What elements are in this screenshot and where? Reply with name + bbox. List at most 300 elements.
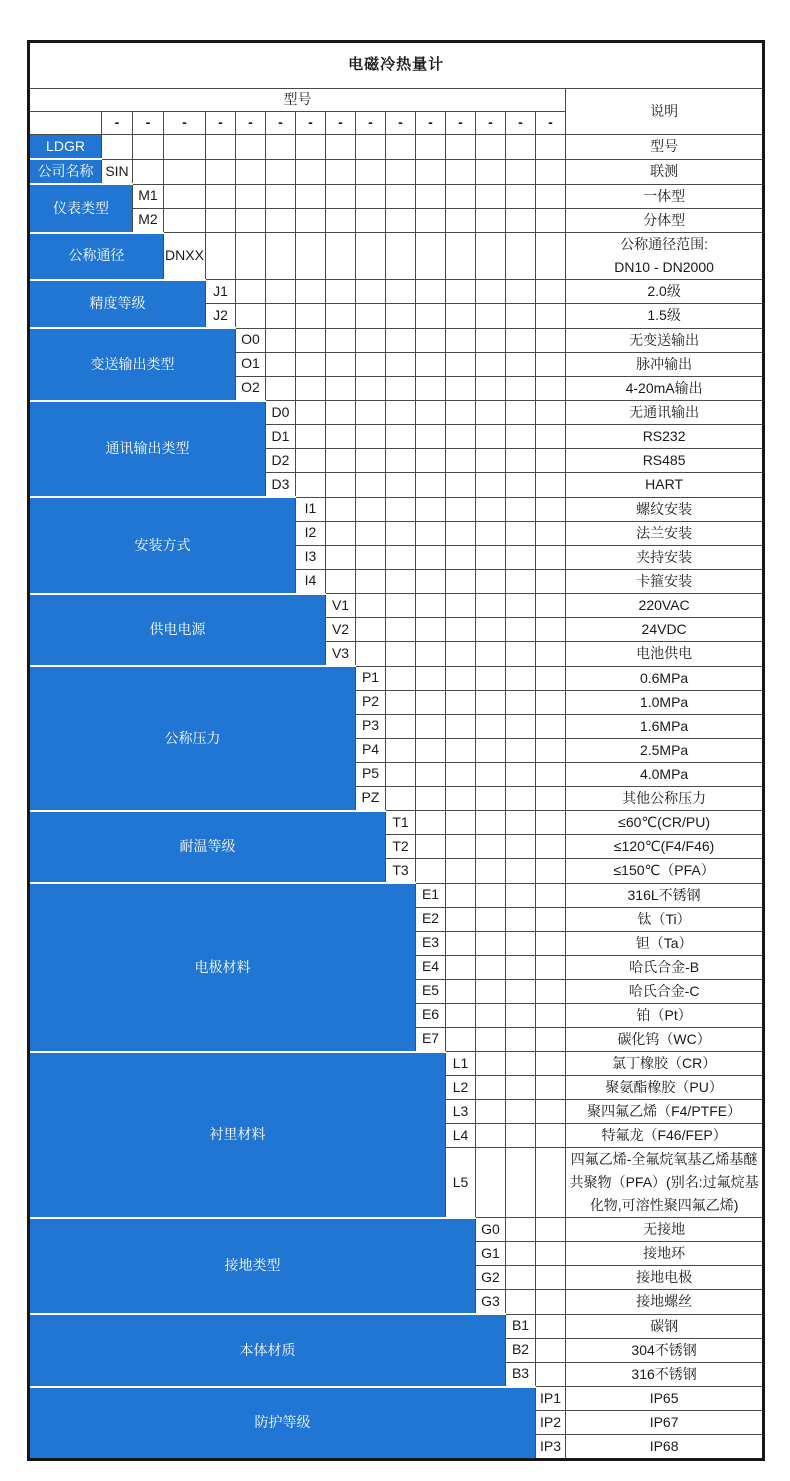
description-cell: ≤120℃(F4/F46) bbox=[566, 835, 764, 859]
grid-cell bbox=[536, 352, 566, 376]
description-cell: 特氟龙（F46/FEP） bbox=[566, 1124, 764, 1148]
description-cell: IP68 bbox=[566, 1435, 764, 1460]
grid-cell bbox=[536, 1100, 566, 1124]
grid-cell bbox=[446, 594, 476, 618]
grid-cell bbox=[446, 811, 476, 835]
description-cell: 碳钢 bbox=[566, 1314, 764, 1338]
description-cell: 氯丁橡胶（CR） bbox=[566, 1052, 764, 1076]
model-header: 型号 bbox=[29, 89, 566, 112]
grid-cell bbox=[506, 714, 536, 738]
grid-cell bbox=[416, 184, 446, 208]
category-cell: 本体材质 bbox=[29, 1314, 506, 1387]
code-cell: IP2 bbox=[536, 1411, 566, 1435]
description-cell: 聚氨酯橡胶（PU） bbox=[566, 1076, 764, 1100]
grid-cell bbox=[416, 352, 446, 376]
code-cell: L2 bbox=[446, 1076, 476, 1100]
grid-cell bbox=[506, 473, 536, 498]
grid-cell bbox=[326, 425, 356, 449]
code-cell: D3 bbox=[266, 473, 296, 498]
grid-cell bbox=[506, 835, 536, 859]
grid-cell bbox=[296, 135, 326, 160]
grid-cell bbox=[476, 569, 506, 594]
description-cell: 316L不锈钢 bbox=[566, 883, 764, 907]
grid-cell bbox=[476, 786, 506, 811]
grid-cell bbox=[536, 931, 566, 955]
description-cell: 接地电极 bbox=[566, 1266, 764, 1290]
grid-cell bbox=[356, 280, 386, 304]
grid-cell bbox=[506, 955, 536, 979]
description-cell: 一体型 bbox=[566, 184, 764, 208]
grid-cell bbox=[416, 233, 446, 280]
grid-cell bbox=[356, 352, 386, 376]
description-header: 说明 bbox=[566, 89, 764, 135]
grid-cell bbox=[416, 618, 446, 642]
grid-cell bbox=[266, 159, 296, 184]
grid-cell bbox=[536, 1242, 566, 1266]
grid-cell bbox=[296, 233, 326, 280]
grid-cell bbox=[476, 497, 506, 521]
category-cell: 变送输出类型 bbox=[29, 328, 236, 401]
grid-cell bbox=[446, 449, 476, 473]
grid-cell bbox=[416, 786, 446, 811]
grid-cell bbox=[446, 979, 476, 1003]
grid-cell bbox=[356, 449, 386, 473]
grid-cell bbox=[296, 425, 326, 449]
dash-cell: - bbox=[326, 112, 356, 135]
grid-cell bbox=[386, 449, 416, 473]
grid-cell bbox=[266, 184, 296, 208]
grid-cell bbox=[356, 328, 386, 352]
dash-cell: - bbox=[506, 112, 536, 135]
grid-cell bbox=[446, 304, 476, 329]
grid-cell bbox=[536, 1290, 566, 1315]
description-cell: 1.6MPa bbox=[566, 714, 764, 738]
grid-cell bbox=[326, 545, 356, 569]
grid-cell bbox=[506, 208, 536, 233]
grid-cell bbox=[446, 618, 476, 642]
grid-cell bbox=[536, 859, 566, 884]
grid-cell bbox=[446, 835, 476, 859]
grid-cell bbox=[326, 304, 356, 329]
description-cell: RS232 bbox=[566, 425, 764, 449]
description-line: 公称通径范围: bbox=[620, 236, 709, 252]
grid-cell bbox=[536, 690, 566, 714]
grid-cell bbox=[506, 907, 536, 931]
grid-cell bbox=[416, 545, 446, 569]
grid-cell bbox=[536, 135, 566, 160]
grid-cell bbox=[506, 979, 536, 1003]
grid-cell bbox=[326, 473, 356, 498]
description-cell: 316不锈钢 bbox=[566, 1362, 764, 1387]
grid-cell bbox=[206, 233, 236, 280]
grid-cell bbox=[236, 233, 266, 280]
grid-cell bbox=[296, 376, 326, 401]
grid-cell bbox=[446, 521, 476, 545]
grid-cell bbox=[386, 184, 416, 208]
grid-cell bbox=[476, 1124, 506, 1148]
grid-cell bbox=[476, 738, 506, 762]
code-cell: J2 bbox=[206, 304, 236, 329]
grid-cell bbox=[356, 208, 386, 233]
grid-cell bbox=[506, 1148, 536, 1218]
grid-cell bbox=[206, 159, 236, 184]
grid-cell bbox=[446, 280, 476, 304]
section-row bbox=[29, 233, 764, 280]
grid-cell bbox=[446, 376, 476, 401]
grid-cell bbox=[476, 135, 506, 160]
section-row bbox=[29, 1218, 764, 1242]
grid-cell bbox=[506, 738, 536, 762]
grid-cell bbox=[446, 907, 476, 931]
description-cell: 无接地 bbox=[566, 1218, 764, 1242]
grid-cell bbox=[296, 159, 326, 184]
code-cell: D1 bbox=[266, 425, 296, 449]
grid-cell bbox=[506, 328, 536, 352]
grid-cell bbox=[506, 1242, 536, 1266]
grid-cell bbox=[536, 618, 566, 642]
description-cell: 接地螺丝 bbox=[566, 1290, 764, 1315]
code-cell: P2 bbox=[356, 690, 386, 714]
description-cell: 哈氏合金-C bbox=[566, 979, 764, 1003]
code-cell: I2 bbox=[296, 521, 326, 545]
grid-cell bbox=[296, 280, 326, 304]
grid-cell bbox=[506, 1218, 536, 1242]
description-cell: 脉冲输出 bbox=[566, 352, 764, 376]
description-cell bbox=[566, 233, 764, 280]
grid-cell bbox=[266, 135, 296, 160]
grid-cell bbox=[386, 135, 416, 160]
grid-cell bbox=[476, 304, 506, 329]
code-cell: DNXX bbox=[164, 233, 206, 280]
grid-cell bbox=[416, 714, 446, 738]
grid-cell bbox=[476, 859, 506, 884]
dash-cell: - bbox=[266, 112, 296, 135]
grid-cell bbox=[326, 352, 356, 376]
grid-cell bbox=[506, 280, 536, 304]
grid-cell bbox=[386, 352, 416, 376]
code-cell: E6 bbox=[416, 1003, 446, 1027]
grid-cell bbox=[416, 497, 446, 521]
description-cell: 螺纹安装 bbox=[566, 497, 764, 521]
code-cell: B3 bbox=[506, 1362, 536, 1387]
grid-cell bbox=[536, 955, 566, 979]
code-cell: I3 bbox=[296, 545, 326, 569]
grid-cell bbox=[386, 738, 416, 762]
grid-cell bbox=[164, 184, 206, 208]
description-cell: ≤60℃(CR/PU) bbox=[566, 811, 764, 835]
code-cell: E5 bbox=[416, 979, 446, 1003]
grid-cell bbox=[356, 233, 386, 280]
description-cell: 电池供电 bbox=[566, 642, 764, 667]
grid-cell bbox=[536, 594, 566, 618]
grid-cell bbox=[356, 401, 386, 425]
grid-cell bbox=[133, 135, 164, 160]
grid-cell bbox=[506, 233, 536, 280]
grid-cell bbox=[446, 738, 476, 762]
grid-cell bbox=[476, 835, 506, 859]
grid-cell bbox=[416, 738, 446, 762]
description-cell: 聚四氟乙烯（F4/PTFE） bbox=[566, 1100, 764, 1124]
description-cell: RS485 bbox=[566, 449, 764, 473]
grid-cell bbox=[446, 859, 476, 884]
grid-cell bbox=[326, 328, 356, 352]
dash-cell: - bbox=[206, 112, 236, 135]
grid-cell bbox=[506, 1052, 536, 1076]
grid-cell bbox=[416, 642, 446, 667]
section-row bbox=[29, 594, 764, 618]
grid-cell bbox=[296, 401, 326, 425]
grid-cell bbox=[476, 642, 506, 667]
description-cell: HART bbox=[566, 473, 764, 498]
grid-cell bbox=[356, 497, 386, 521]
code-cell: O1 bbox=[236, 352, 266, 376]
grid-cell bbox=[356, 545, 386, 569]
description-cell: IP67 bbox=[566, 1411, 764, 1435]
grid-cell bbox=[386, 714, 416, 738]
grid-cell bbox=[386, 401, 416, 425]
grid-cell bbox=[296, 304, 326, 329]
grid-cell bbox=[446, 786, 476, 811]
grid-cell bbox=[476, 449, 506, 473]
grid-cell bbox=[536, 1314, 566, 1338]
grid-cell bbox=[446, 883, 476, 907]
section-row bbox=[29, 184, 764, 208]
dash-cell: - bbox=[446, 112, 476, 135]
grid-cell bbox=[416, 449, 446, 473]
grid-cell bbox=[476, 666, 506, 690]
section-row bbox=[29, 280, 764, 304]
section-row bbox=[29, 208, 764, 233]
grid-cell bbox=[386, 690, 416, 714]
grid-cell bbox=[536, 762, 566, 786]
grid-cell bbox=[536, 1076, 566, 1100]
grid-cell bbox=[506, 521, 536, 545]
grid-cell bbox=[236, 208, 266, 233]
grid-cell bbox=[416, 690, 446, 714]
code-cell: PZ bbox=[356, 786, 386, 811]
grid-cell bbox=[476, 473, 506, 498]
description-cell: 夹持安装 bbox=[566, 545, 764, 569]
grid-cell bbox=[296, 208, 326, 233]
grid-cell bbox=[476, 425, 506, 449]
description-cell: 型号 bbox=[566, 135, 764, 160]
grid-cell bbox=[296, 328, 326, 352]
category-cell: 安装方式 bbox=[29, 497, 296, 594]
grid-cell bbox=[133, 159, 164, 184]
grid-cell bbox=[446, 714, 476, 738]
grid-cell bbox=[536, 545, 566, 569]
grid-cell bbox=[416, 135, 446, 160]
description-cell: 2.5MPa bbox=[566, 738, 764, 762]
grid-cell bbox=[506, 1266, 536, 1290]
grid-cell bbox=[476, 1100, 506, 1124]
grid-cell bbox=[506, 449, 536, 473]
grid-cell bbox=[476, 883, 506, 907]
grid-cell bbox=[536, 401, 566, 425]
code-cell: G1 bbox=[476, 1242, 506, 1266]
code-cell: J1 bbox=[206, 280, 236, 304]
grid-cell bbox=[506, 1027, 536, 1052]
grid-cell bbox=[476, 762, 506, 786]
category-cell: 公称压力 bbox=[29, 666, 356, 811]
code-cell: G2 bbox=[476, 1266, 506, 1290]
grid-cell bbox=[506, 594, 536, 618]
grid-cell bbox=[476, 1003, 506, 1027]
section-row bbox=[29, 883, 764, 907]
section-row bbox=[29, 1387, 764, 1411]
grid-cell bbox=[446, 473, 476, 498]
grid-cell bbox=[476, 376, 506, 401]
code-cell: M2 bbox=[133, 208, 164, 233]
grid-cell bbox=[536, 425, 566, 449]
grid-cell bbox=[416, 594, 446, 618]
grid-cell bbox=[536, 328, 566, 352]
description-cell: 联测 bbox=[566, 159, 764, 184]
grid-cell bbox=[326, 135, 356, 160]
code-cell: P1 bbox=[356, 666, 386, 690]
grid-cell bbox=[446, 328, 476, 352]
description-cell: 法兰安装 bbox=[566, 521, 764, 545]
grid-cell bbox=[326, 521, 356, 545]
description-cell: 220VAC bbox=[566, 594, 764, 618]
grid-cell bbox=[356, 304, 386, 329]
grid-cell bbox=[536, 1003, 566, 1027]
grid-cell bbox=[386, 569, 416, 594]
grid-cell bbox=[536, 1218, 566, 1242]
grid-cell bbox=[296, 449, 326, 473]
grid-cell bbox=[386, 328, 416, 352]
code-cell: G3 bbox=[476, 1290, 506, 1315]
grid-cell bbox=[506, 883, 536, 907]
grid-cell bbox=[356, 521, 386, 545]
grid-cell bbox=[386, 594, 416, 618]
code-cell: V3 bbox=[326, 642, 356, 667]
grid-cell bbox=[356, 642, 386, 667]
grid-cell bbox=[266, 376, 296, 401]
category-cell: 电极材料 bbox=[29, 883, 416, 1052]
grid-cell bbox=[356, 618, 386, 642]
section-row bbox=[29, 497, 764, 521]
grid-cell bbox=[416, 569, 446, 594]
grid-cell bbox=[536, 811, 566, 835]
grid-cell bbox=[416, 280, 446, 304]
grid-cell bbox=[356, 159, 386, 184]
grid-cell bbox=[386, 666, 416, 690]
header-row bbox=[29, 89, 764, 112]
grid-cell bbox=[476, 1052, 506, 1076]
grid-cell bbox=[536, 521, 566, 545]
grid-cell bbox=[506, 618, 536, 642]
code-cell: V2 bbox=[326, 618, 356, 642]
grid-cell bbox=[416, 859, 446, 884]
grid-cell bbox=[506, 569, 536, 594]
grid-cell bbox=[326, 449, 356, 473]
grid-cell bbox=[506, 1076, 536, 1100]
grid-cell bbox=[506, 859, 536, 884]
grid-cell bbox=[386, 473, 416, 498]
code-cell: P3 bbox=[356, 714, 386, 738]
grid-cell bbox=[416, 666, 446, 690]
grid-cell bbox=[164, 159, 206, 184]
grid-cell bbox=[446, 1003, 476, 1027]
grid-cell bbox=[416, 401, 446, 425]
category-cell: 耐温等级 bbox=[29, 811, 386, 884]
code-cell: B1 bbox=[506, 1314, 536, 1338]
grid-cell bbox=[476, 1027, 506, 1052]
grid-cell bbox=[206, 184, 236, 208]
grid-cell bbox=[476, 521, 506, 545]
grid-cell bbox=[476, 907, 506, 931]
grid-cell bbox=[536, 1052, 566, 1076]
grid-cell bbox=[506, 135, 536, 160]
grid-cell bbox=[386, 425, 416, 449]
grid-cell bbox=[356, 184, 386, 208]
grid-cell bbox=[536, 208, 566, 233]
grid-cell bbox=[266, 208, 296, 233]
grid-cell bbox=[386, 521, 416, 545]
grid-cell bbox=[266, 233, 296, 280]
category-cell: 精度等级 bbox=[29, 280, 206, 329]
category-cell: LDGR bbox=[29, 135, 102, 160]
grid-cell bbox=[476, 159, 506, 184]
grid-cell bbox=[446, 569, 476, 594]
grid-cell bbox=[476, 352, 506, 376]
description-cell: ≤150℃（PFA） bbox=[566, 859, 764, 884]
code-cell: IP1 bbox=[536, 1387, 566, 1411]
grid-cell bbox=[446, 666, 476, 690]
description-cell: 分体型 bbox=[566, 208, 764, 233]
code-cell: D2 bbox=[266, 449, 296, 473]
grid-cell bbox=[326, 208, 356, 233]
page-title: 电磁冷热量计 bbox=[29, 42, 764, 89]
description-cell: 2.0级 bbox=[566, 280, 764, 304]
grid-cell bbox=[236, 159, 266, 184]
grid-cell bbox=[476, 594, 506, 618]
grid-cell bbox=[506, 1290, 536, 1315]
grid-cell bbox=[416, 425, 446, 449]
grid-cell bbox=[386, 642, 416, 667]
grid-cell bbox=[326, 376, 356, 401]
grid-cell bbox=[446, 401, 476, 425]
grid-cell bbox=[506, 1003, 536, 1027]
grid-cell bbox=[326, 233, 356, 280]
grid-cell bbox=[296, 352, 326, 376]
grid-cell bbox=[446, 497, 476, 521]
grid-cell bbox=[416, 328, 446, 352]
category-cell: 仪表类型 bbox=[29, 184, 133, 233]
description-cell: 0.6MPa bbox=[566, 666, 764, 690]
grid-cell bbox=[296, 473, 326, 498]
grid-cell bbox=[506, 811, 536, 835]
grid-cell bbox=[446, 931, 476, 955]
grid-cell bbox=[326, 401, 356, 425]
description-cell: 钛（Ti） bbox=[566, 907, 764, 931]
grid-cell bbox=[476, 184, 506, 208]
section-row bbox=[29, 159, 764, 184]
section-row bbox=[29, 1314, 764, 1338]
grid-cell bbox=[536, 159, 566, 184]
code-cell: SIN bbox=[102, 159, 133, 184]
grid-cell bbox=[476, 1148, 506, 1218]
code-cell: V1 bbox=[326, 594, 356, 618]
grid-cell bbox=[506, 159, 536, 184]
grid-cell bbox=[536, 1362, 566, 1387]
grid-cell bbox=[446, 233, 476, 280]
dash-cell: - bbox=[476, 112, 506, 135]
grid-cell bbox=[536, 642, 566, 667]
description-cell: 4.0MPa bbox=[566, 762, 764, 786]
grid-cell bbox=[506, 1124, 536, 1148]
